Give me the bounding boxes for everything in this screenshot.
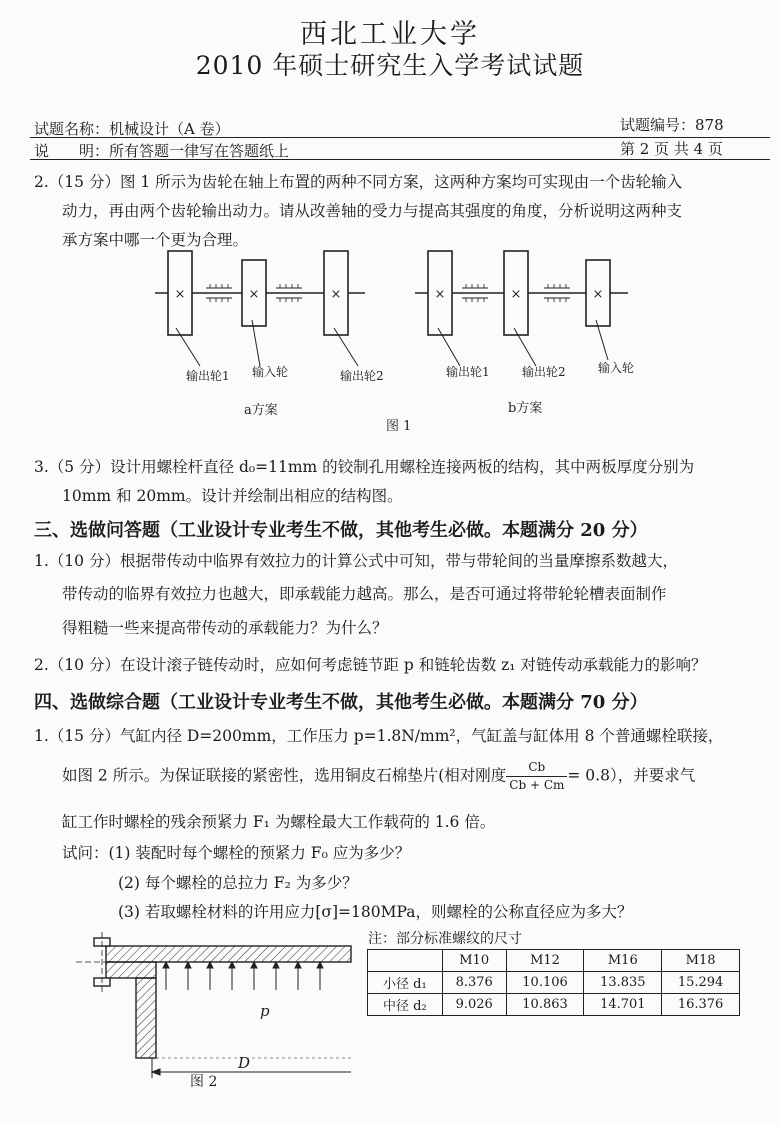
s3-q1-line-3: 得粗糙一些来提高带传动的承载能力？为什么？ (62, 619, 388, 637)
diameter-label: D (238, 1054, 251, 1072)
s3-q1-line-1: 1.（10 分）根据带传动中临界有效拉力的计算公式中可知，带与带轮间的当量摩擦系数越大， (34, 552, 678, 570)
q2-line-3: 承方案中哪一个更为合理。 (62, 231, 249, 249)
table-header-cell: M18 (662, 950, 740, 972)
pressure-label: p (260, 1002, 270, 1020)
s4-q1-line-2 (62, 759, 695, 794)
s4-q1-line-1: 1.（15 分）气缸内径 D=200mm，工作压力 p=1.8N/mm²，气缸盖与缸体用 8 个普通螺栓联接， (34, 727, 724, 745)
table-cell: 小径 d₁ (368, 972, 443, 994)
q2-line-1: 2.（15 分）图 1 所示为齿轮在轴上布置的两种不同方案，这两种方案均可实现由一个齿轮输入 (34, 173, 683, 191)
gear-mark: × (510, 287, 522, 302)
page-info: 第 2 页 共 4 页 (620, 140, 723, 158)
figure-2 (66, 928, 356, 1088)
figure-1-caption: 图 1 (386, 419, 412, 434)
thread-size-table (367, 949, 740, 1016)
figure-1 (140, 248, 640, 438)
table-cell: 13.835 (584, 972, 662, 994)
table-header-cell: M16 (584, 950, 662, 972)
gear-mark: × (434, 287, 446, 302)
instruction-note: 说 明：所有答题一律写在答题纸上 (34, 142, 290, 160)
table-cell: 8.376 (442, 972, 506, 994)
label-b-out1: 输出轮1 (446, 365, 490, 379)
table-header-row (368, 950, 740, 972)
label-b-in: 输入轮 (598, 361, 635, 375)
s4-q1-line-3: 缸工作时螺栓的残余预紧力 F₁ 为螺栓最大工作载荷的 1.6 倍。 (62, 813, 496, 831)
table-row (368, 994, 740, 1016)
gear-mark: × (330, 287, 342, 302)
table-header-cell: M10 (442, 950, 506, 972)
table-cell: 10.863 (506, 994, 584, 1016)
table-note: 注：部分标准螺纹的尺寸 (368, 931, 522, 947)
gear-mark: × (174, 287, 186, 302)
s3-q2-line-1: 2.（10 分）在设计滚子链传动时，应如何考虑链节距 p 和链轮齿数 z₁ 对链传动承载能力的影响？ (34, 656, 707, 674)
frac-denominator: Cb + Cm (509, 778, 565, 792)
q3-line-1: 3.（5 分）设计用螺栓杆直径 d₀=11mm 的铰制孔用螺栓连接两板的结构，其中两板厚度分别为 (34, 458, 695, 476)
table-cell: 9.026 (442, 994, 506, 1016)
label-b-out2: 输出轮2 (522, 365, 566, 379)
table-cell: 15.294 (662, 972, 740, 994)
label-a-out1: 输出轮1 (186, 369, 230, 383)
label-a-in: 输入轮 (252, 365, 289, 379)
frac-numerator: Cb (506, 759, 567, 777)
figure-2-caption: 图 2 (190, 1074, 218, 1088)
cylinder-cover (106, 946, 351, 962)
table-cell: 中径 d₂ (368, 994, 443, 1016)
s4-ask-1: 试问：(1) 装配时每个螺栓的预紧力 F₀ 应为多少？ (62, 844, 411, 862)
subject-name: 试题名称：机械设计（A 卷） (34, 120, 230, 138)
university-name: 西北工业大学 (300, 19, 480, 50)
exam-title: 2010 年硕士研究生入学考试试题 (195, 51, 585, 80)
exam-code: 试题编号：878 (620, 116, 724, 134)
header-rule-2 (30, 159, 770, 160)
scheme-a-caption: a方案 (244, 403, 278, 418)
stiffness-fraction (506, 759, 567, 794)
section-4-heading: 四、选做综合题（工业设计专业考生不做，其他考生必做。本题满分 70 分） (34, 692, 648, 713)
q2-line-2: 动力，再由两个齿轮输出动力。请从改善轴的受力与提高其强度的角度，分析说明这两种支 (62, 202, 683, 220)
q3-line-2: 10mm 和 20mm。设计并绘制出相应的结构图。 (62, 487, 403, 505)
gear-mark: × (592, 287, 604, 302)
s3-q1-line-2: 带传动的临界有效拉力也越大，即承载能力越高。那么，是否可通过将带轮轮槽表面制作 (62, 585, 667, 603)
section-3-heading: 三、选做问答题（工业设计专业考生不做，其他考生必做。本题满分 20 分） (34, 520, 648, 541)
s4-q1-line-2-pre: 如图 2 所示。为保证联接的紧密性，选用铜皮石棉垫片(相对刚度 (62, 766, 507, 785)
table-header-cell: M12 (506, 950, 584, 972)
table-cell: 10.106 (506, 972, 584, 994)
s4-ask-2: (2) 每个螺栓的总拉力 F₂ 为多少？ (118, 874, 358, 892)
table-header-cell (368, 950, 443, 972)
gear-mark: × (248, 287, 260, 302)
cylinder-flange (106, 962, 156, 978)
s4-ask-3: (3) 若取螺栓材料的许用应力[σ]=180MPa，则螺栓的公称直径应为多大？ (118, 903, 633, 921)
table-cell: 14.701 (584, 994, 662, 1016)
scheme-b-caption: b方案 (508, 401, 543, 416)
table-cell: 16.376 (662, 994, 740, 1016)
cylinder-wall (136, 978, 156, 1058)
table-row (368, 972, 740, 994)
label-a-out2: 输出轮2 (340, 369, 384, 383)
s4-q1-line-2-post: = 0.8），并要求气 (567, 766, 696, 785)
